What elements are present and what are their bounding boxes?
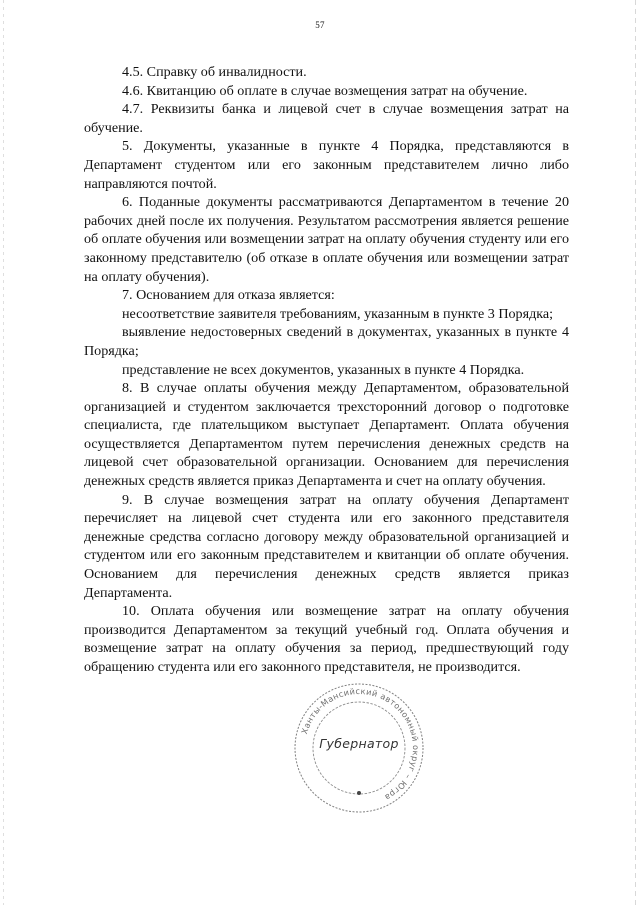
scan-edge-left: [3, 0, 4, 905]
document-body: [84, 63, 569, 677]
paragraph-4-7: 4.7. Реквизиты банка и лицевой счет в случае возмещения затрат на обучение.: [84, 101, 569, 136]
paragraph-5: 5. Документы, указанные в пункте 4 Порядка, представляются в Департамент студентом или его законным представителем лично либо направляются почтой.: [84, 138, 569, 192]
paragraph-10: 10. Оплата обучения или возмещение затрат на оплату обучения производится Департаментом за текущий учебный год. Оплата обучения и возмещение затрат на оплату обучения за период, предшествующий году обращению студента или его законного представителя, не производится.: [84, 603, 569, 675]
scan-edge-right: [635, 0, 636, 905]
seal-center-dot: [357, 791, 361, 795]
paragraph-7: 7. Основанием для отказа является:: [122, 287, 335, 304]
page-number: 57: [315, 20, 325, 30]
paragraph-7-item-2: выявление недостоверных сведений в документах, указанных в пункте 4 Порядка;: [84, 324, 569, 359]
paragraph-7-item-1: несоответствие заявителя требованиям, указанным в пункте 3 Порядка;: [122, 305, 554, 322]
governor-seal: [292, 681, 426, 815]
paragraph-6: 6. Поданные документы рассматриваются Департаментом в течение 20 рабочих дней после их получения. Результатом рассмотрения является решение об оплате обучения или возмещении затрат на оплату обучения студенту или его законному представителю (об отказе в оплате обучения или возмещении затрат на оплату обучения).: [84, 194, 569, 285]
paragraph-7-item-3: представление не всех документов, указанных в пункте 4 Порядка.: [122, 361, 525, 378]
seal-center-label: Губернатор: [319, 736, 399, 751]
paragraph-8: 8. В случае оплаты обучения между Департаментом, образовательной организацией и студентом заключается трехсторонний договор о подготовке специалиста, где плательщиком выступает Департамент. Оплата обучения осуществляется Департаментом путем перечисления денежных средств на лицевой счет образовательной организации. Основанием для перечисления денежных средств является приказ Департамента и счет на оплату обучения.: [84, 380, 569, 490]
paragraph-9: 9. В случае возмещения затрат на оплату обучения Департамент перечисляет на лицевой счет студента или его законного представителя денежные средства согласно договору между образовательной организацией и студентом или его законным представителем и квитанции об оплате обучения. Основанием для перечисления денежных средств является приказ Департамента.: [84, 491, 569, 601]
paragraph-4-5: 4.5. Справку об инвалидности.: [122, 64, 307, 80]
seal-ring-text: Ханты-Мансийский автономный округ – Югра: [298, 685, 422, 803]
paragraph-4-6: 4.6. Квитанцию об оплате в случае возмещения затрат на обучение.: [122, 82, 528, 99]
